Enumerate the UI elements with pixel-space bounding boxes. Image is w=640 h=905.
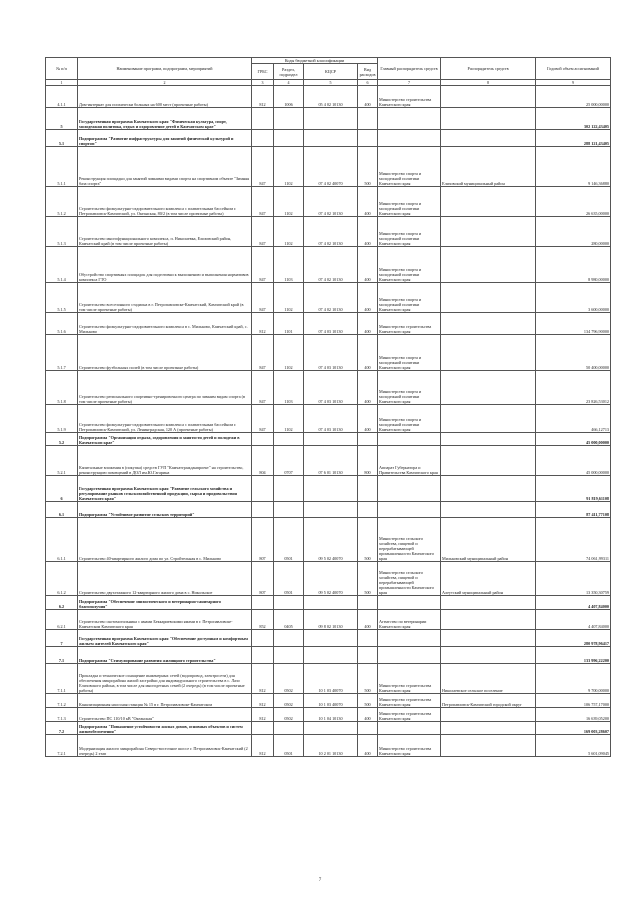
row-ktsr-cell: 07 4 02 40070 (304, 147, 358, 187)
row-recipient-cell (441, 446, 536, 476)
table-row (46, 86, 611, 108)
row-recipient-cell: Елизовский муниципальный район (441, 147, 536, 187)
row-total-cell: 280,00000 (536, 217, 611, 247)
row-name-cell: Подпрограмма "Развитие инфраструктуры для занятий физической культурой и спортом" (78, 130, 252, 147)
row-recipient-cell (441, 247, 536, 283)
row-grbs-cell: 804 (252, 446, 274, 476)
row-ktsr-cell (304, 433, 358, 446)
section-row (46, 433, 611, 446)
section-row (46, 647, 611, 664)
section-row (46, 476, 611, 502)
row-razdel-cell (274, 596, 304, 610)
row-total-cell: 133 996,22200 (536, 647, 611, 664)
row-number-cell: 5.2 (46, 433, 78, 446)
row-ktsr-cell: 10 1 04 10130 (304, 708, 358, 722)
row-recipient-cell (441, 217, 536, 247)
row-name-cell: Канализационная насосная станция № 15 в г. Петропавловске-Камчатском (78, 694, 252, 708)
row-recipient-cell (441, 647, 536, 664)
row-vr-cell (358, 647, 378, 664)
row-ktsr-cell: 10 1 03 40070 (304, 664, 358, 694)
col-header-total: Годовой объем ассигнований (536, 58, 611, 80)
row-main-manager-cell (378, 108, 441, 130)
row-name-cell: Строительство регионального спортивно-тренировочного центра по зимним видам спорта (в том числе проектные работы) (78, 371, 252, 405)
row-name-cell: Строительство ПС 110/10 кВ "Океанская" (78, 708, 252, 722)
row-total-cell: 169 003,28607 (536, 722, 611, 735)
index-cell: 3 (252, 80, 274, 86)
row-name-cell: Государственная программа Камчатского края "Физическая культура, спорт, молодежная политика, отдых и оздоровление детей в Камчатском крае" (78, 108, 252, 130)
row-name-cell: Подпрограмма "Устойчивое развитие сельских территорий" (78, 502, 252, 518)
table-row (46, 187, 611, 217)
row-name-cell: Строительство футбольных полей (в том числе проектные работы) (78, 335, 252, 371)
row-ktsr-cell: 07 4 02 10130 (304, 187, 358, 217)
row-grbs-cell: 852 (252, 610, 274, 630)
row-total-cell: 45 000,00000 (536, 433, 611, 446)
row-recipient-cell (441, 86, 536, 108)
row-name-cell: Подпрограмма "Повышение устойчивости жилых домов, основных объектов и систем жизнеобеспечения" (78, 722, 252, 735)
index-cell: 9 (536, 80, 611, 86)
row-total-cell: 9 700,00000 (536, 664, 611, 694)
table-row (46, 610, 611, 630)
row-total-cell: 4 407,84000 (536, 596, 611, 610)
budget-table (45, 57, 611, 757)
row-vr-cell: 500 (358, 147, 378, 187)
row-vr-cell: 400 (358, 313, 378, 335)
row-total-cell: 106 757,17000 (536, 694, 611, 708)
row-ktsr-cell: 07 4 02 10130 (304, 247, 358, 283)
row-name-cell: Модернизация жилого микрорайона Северо-восточное шоссе г. Петропавловск-Камчатский (2 очередь) 2 этап (78, 735, 252, 757)
row-number-cell: 7.2.1 (46, 735, 78, 757)
row-grbs-cell: 847 (252, 217, 274, 247)
row-number-cell: 5.1.9 (46, 405, 78, 433)
row-total-cell: 45 000,00000 (536, 446, 611, 476)
row-name-cell: Прокладка и техническое оснащение инженерных сетей (водопровод, электросети) для обеспечения микрорайона жилой застройки для индивидуального строительства в с. Лазо Елизовского района, в том числе для многодетных семей (2 очередь) (в том числе проектные работы) (78, 664, 252, 694)
row-recipient-cell (441, 476, 536, 502)
row-vr-cell: 400 (358, 247, 378, 283)
row-ktsr-cell: 07 4 03 10130 (304, 335, 358, 371)
row-name-cell: Строительство двухэтажного 12-квартирного жилого дома в с. Никольское (78, 562, 252, 596)
row-grbs-cell (252, 596, 274, 610)
row-main-manager-cell (378, 722, 441, 735)
row-grbs-cell: 812 (252, 694, 274, 708)
row-recipient-cell (441, 610, 536, 630)
row-razdel-cell: 0405 (274, 610, 304, 630)
section-row (46, 130, 611, 147)
row-number-cell: 5.1.3 (46, 217, 78, 247)
row-ktsr-cell: 05 4 02 10130 (304, 86, 358, 108)
row-name-cell: Строительство физкультурно-оздоровительного комплекса в с. Мильково, Камчатский край, с. Мильково (78, 313, 252, 335)
row-grbs-cell: 807 (252, 518, 274, 562)
row-name-cell: Подпрограмма "Организация отдыха, оздоровления и занятости детей и молодежи в Камчатском крае" (78, 433, 252, 446)
row-main-manager-cell (378, 596, 441, 610)
row-total-cell: 280 978,96417 (536, 630, 611, 647)
table-row (46, 147, 611, 187)
table-row (46, 694, 611, 708)
row-vr-cell: 800 (358, 446, 378, 476)
row-ktsr-cell: 07 6 01 10130 (304, 446, 358, 476)
row-name-cell: Капитальные вложения в (покупка) средств ГУП "Камчатгражданпроект" на строительство, реконструкцию помещений в ДОЛ им.Ю.Гагарина (78, 446, 252, 476)
index-cell: 7 (378, 80, 441, 86)
row-number-cell: 6.1 (46, 502, 78, 518)
table-row (46, 446, 611, 476)
row-razdel-cell: 0502 (274, 664, 304, 694)
row-vr-cell (358, 476, 378, 502)
col-header-razdel: Раздел, подраздел (274, 64, 304, 80)
row-main-manager-cell (378, 502, 441, 518)
row-number-cell: 5.1.5 (46, 283, 78, 313)
row-total-cell: 134 796,90000 (536, 313, 611, 335)
index-cell: 8 (441, 80, 536, 86)
row-total-cell: 26 635,00000 (536, 187, 611, 217)
col-header-recipient: Распорядитель средств (441, 58, 536, 80)
row-recipient-cell (441, 405, 536, 433)
row-vr-cell: 400 (358, 405, 378, 433)
row-ktsr-cell: 10 1 03 40070 (304, 694, 358, 708)
col-header-codes-group: Коды бюджетной классификации (252, 58, 378, 64)
row-grbs-cell: 807 (252, 562, 274, 596)
row-recipient-cell (441, 722, 536, 735)
row-grbs-cell: 812 (252, 735, 274, 757)
row-number-cell: 4.1.1 (46, 86, 78, 108)
row-name-cell: Строительство многофункционального комплекса, п. Николаевка, Елизовский район, Камчатский край (в том числе проектные работы) (78, 217, 252, 247)
row-number-cell: 7.2 (46, 722, 78, 735)
row-main-manager-cell: Министерство строительства Камчатского края (378, 313, 441, 335)
row-name-cell: Строительство физкультурно-оздоровительного комплекса с плавательным бассейном г. Петропавловск-Камчатский, ул. Ленинградская, 120 А (проектные работы) (78, 405, 252, 433)
row-razdel-cell (274, 108, 304, 130)
row-total-cell: 74 061,99311 (536, 518, 611, 562)
row-recipient-cell (441, 596, 536, 610)
row-number-cell: 5.1.1 (46, 147, 78, 187)
row-razdel-cell: 1103 (274, 247, 304, 283)
row-recipient-cell: Алеутский муниципальный район (441, 562, 536, 596)
col-header-name: Наименование программ, подпрограмм, мероприятий (78, 58, 252, 80)
row-razdel-cell: 1102 (274, 217, 304, 247)
row-number-cell: 5.1.4 (46, 247, 78, 283)
table-row (46, 518, 611, 562)
row-ktsr-cell (304, 647, 358, 664)
row-razdel-cell: 1102 (274, 283, 304, 313)
row-grbs-cell (252, 647, 274, 664)
table-row (46, 405, 611, 433)
row-grbs-cell: 847 (252, 405, 274, 433)
row-recipient-cell (441, 108, 536, 130)
row-razdel-cell (274, 647, 304, 664)
row-razdel-cell (274, 722, 304, 735)
row-main-manager-cell (378, 647, 441, 664)
row-name-cell: Строительство скотомогильника с ямами Беккариевскими ямами в г. Петропавловске-Камчатском Камчатского края (78, 610, 252, 630)
row-main-manager-cell (378, 130, 441, 147)
row-total-cell: 5 601,09045 (536, 735, 611, 757)
row-main-manager-cell: Аппарат Губернатора и Правительства Камчатского края (378, 446, 441, 476)
row-vr-cell: 500 (358, 518, 378, 562)
table-row (46, 247, 611, 283)
row-vr-cell: 400 (358, 283, 378, 313)
row-razdel-cell: 0501 (274, 562, 304, 596)
row-number-cell: 7.1.1 (46, 664, 78, 694)
row-razdel-cell: 1102 (274, 147, 304, 187)
row-main-manager-cell: Министерство спорта и молодежной политики Камчатского края (378, 187, 441, 217)
row-vr-cell: 400 (358, 217, 378, 247)
page-number: 7 (318, 878, 322, 883)
row-recipient-cell: Николаевское сельское поселение (441, 664, 536, 694)
row-recipient-cell (441, 502, 536, 518)
row-main-manager-cell: Министерство спорта и молодежной политики Камчатского края (378, 283, 441, 313)
row-grbs-cell: 847 (252, 371, 274, 405)
table-row (46, 664, 611, 694)
row-razdel-cell: 1102 (274, 335, 304, 371)
row-main-manager-cell: Министерство сельского хозяйства, пищевой и перерабатывающей промышленности Камчатского края (378, 562, 441, 596)
row-main-manager-cell: Министерство спорта и молодежной политики Камчатского края (378, 147, 441, 187)
row-main-manager-cell: Министерство строительства Камчатского края (378, 735, 441, 757)
row-recipient-cell: Петропавловск-Камчатский городской округ (441, 694, 536, 708)
row-ktsr-cell: 07 4 03 10130 (304, 371, 358, 405)
table-row (46, 562, 611, 596)
row-total-cell: 302 122,43405 (536, 108, 611, 130)
row-total-cell: 288 121,43405 (536, 130, 611, 147)
row-number-cell: 6 (46, 476, 78, 502)
row-razdel-cell: 0502 (274, 694, 304, 708)
row-vr-cell: 500 (358, 664, 378, 694)
row-total-cell: 16 639,05200 (536, 708, 611, 722)
table-row (46, 371, 611, 405)
index-cell: 6 (358, 80, 378, 86)
row-ktsr-cell (304, 130, 358, 147)
row-name-cell: Строительство всесезонного стадиона в г. Петропавловске-Камчатский, Камчатский край (в том числе проектные работы) (78, 283, 252, 313)
row-number-cell: 5.1 (46, 130, 78, 147)
row-vr-cell: 400 (358, 187, 378, 217)
row-razdel-cell: 1102 (274, 187, 304, 217)
row-number-cell: 6.2 (46, 596, 78, 610)
row-razdel-cell: 0501 (274, 518, 304, 562)
table-row (46, 708, 611, 722)
row-grbs-cell (252, 630, 274, 647)
row-vr-cell: 400 (358, 610, 378, 630)
row-main-manager-cell: Министерство строительства Камчатского края (378, 708, 441, 722)
row-recipient-cell (441, 283, 536, 313)
row-vr-cell (358, 722, 378, 735)
row-vr-cell: 400 (358, 708, 378, 722)
table-row (46, 283, 611, 313)
col-header-vr: Вид расходов (358, 64, 378, 80)
row-razdel-cell: 1006 (274, 86, 304, 108)
row-razdel-cell: 1103 (274, 371, 304, 405)
row-number-cell: 5.1.2 (46, 187, 78, 217)
index-cell: 2 (78, 80, 252, 86)
row-vr-cell: 500 (358, 562, 378, 596)
row-ktsr-cell: 09 5 02 40070 (304, 518, 358, 562)
row-total-cell: 8 980,00000 (536, 247, 611, 283)
row-name-cell: Государственная программа Камчатского края "Обеспечение доступным и комфортным жильем жителей Камчатского края" (78, 630, 252, 647)
table-row (46, 735, 611, 757)
row-number-cell: 5 (46, 108, 78, 130)
index-cell: 1 (46, 80, 78, 86)
row-main-manager-cell: Министерство сельского хозяйства, пищевой и перерабатывающей промышленности Камчатского края (378, 518, 441, 562)
row-grbs-cell: 847 (252, 147, 274, 187)
row-main-manager-cell: Агентство по ветеринарии Камчатского края (378, 610, 441, 630)
row-number-cell: 7.1 (46, 647, 78, 664)
row-name-cell: Подпрограмма "Стимулирование развития жилищного строительства" (78, 647, 252, 664)
row-ktsr-cell: 09 8 02 10130 (304, 610, 358, 630)
row-recipient-cell (441, 708, 536, 722)
row-main-manager-cell: Министерство спорта и молодежной политики Камчатского края (378, 405, 441, 433)
row-recipient-cell (441, 371, 536, 405)
row-razdel-cell: 0502 (274, 708, 304, 722)
row-main-manager-cell (378, 476, 441, 502)
row-razdel-cell (274, 502, 304, 518)
row-razdel-cell (274, 476, 304, 502)
row-ktsr-cell (304, 630, 358, 647)
index-cell: 5 (304, 80, 358, 86)
index-cell: 4 (274, 80, 304, 86)
row-grbs-cell: 847 (252, 283, 274, 313)
row-main-manager-cell: Министерство спорта и молодежной политики Камчатского края (378, 335, 441, 371)
row-grbs-cell: 812 (252, 86, 274, 108)
row-vr-cell: 400 (358, 335, 378, 371)
section-row (46, 502, 611, 518)
row-number-cell: 7.1.3 (46, 708, 78, 722)
row-grbs-cell (252, 502, 274, 518)
row-total-cell: 9 146,36880 (536, 147, 611, 187)
row-vr-cell: 400 (358, 371, 378, 405)
col-header-number: № п/п (46, 58, 78, 80)
row-number-cell: 7.1.2 (46, 694, 78, 708)
row-razdel-cell (274, 130, 304, 147)
row-main-manager-cell: Министерство спорта и молодежной политики Камчатского края (378, 217, 441, 247)
row-grbs-cell: 847 (252, 187, 274, 217)
row-total-cell: 25 000,00000 (536, 86, 611, 108)
row-razdel-cell (274, 433, 304, 446)
section-row (46, 108, 611, 130)
section-row (46, 630, 611, 647)
table-row (46, 313, 611, 335)
row-number-cell: 5.1.7 (46, 335, 78, 371)
row-recipient-cell: Мильковский муниципальный район (441, 518, 536, 562)
row-number-cell: 6.2.1 (46, 610, 78, 630)
row-main-manager-cell: Министерство строительства Камчатского края (378, 664, 441, 694)
col-header-main-manager: Главный распорядитель средств (378, 58, 441, 80)
row-grbs-cell (252, 108, 274, 130)
row-razdel-cell: 1101 (274, 313, 304, 335)
row-main-manager-cell: Министерство спорта и молодежной политики Камчатского края (378, 247, 441, 283)
row-vr-cell (358, 433, 378, 446)
row-recipient-cell (441, 433, 536, 446)
row-name-cell: Строительство 40-квартирного жилого дома по ул. Стройтельная в с. Мильково (78, 518, 252, 562)
section-row (46, 722, 611, 735)
section-row (46, 596, 611, 610)
row-name-cell: Государственная программа Камчатского края "Развитие сельского хозяйства и регулирование рынков сельскохозяйственной продукции, сырья и продовольствия Камчатского края" (78, 476, 252, 502)
row-razdel-cell: 1102 (274, 405, 304, 433)
row-number-cell: 5.1.6 (46, 313, 78, 335)
table-body (46, 86, 611, 757)
col-header-ktsr: КЦСР (304, 64, 358, 80)
row-main-manager-cell (378, 630, 441, 647)
row-vr-cell (358, 108, 378, 130)
row-vr-cell (358, 630, 378, 647)
col-header-grbs: ГРБС (252, 64, 274, 80)
row-grbs-cell: 812 (252, 313, 274, 335)
row-vr-cell: 500 (358, 694, 378, 708)
row-grbs-cell: 847 (252, 247, 274, 283)
table-row (46, 217, 611, 247)
row-total-cell: 466,12713 (536, 405, 611, 433)
row-vr-cell: 400 (358, 735, 378, 757)
row-grbs-cell: 812 (252, 664, 274, 694)
row-number-cell: 5.2.1 (46, 446, 78, 476)
row-grbs-cell (252, 130, 274, 147)
row-name-cell: Строительство физкультурно-оздоровительного комплекса с плавательным бассейном г. Петропавловск-Камчатский, ул. Океанская, 80/2 (в том числе проектные работы) (78, 187, 252, 217)
row-main-manager-cell (378, 433, 441, 446)
table-row (46, 335, 611, 371)
row-ktsr-cell: 10 2 01 10130 (304, 735, 358, 757)
row-razdel-cell: 0707 (274, 446, 304, 476)
row-ktsr-cell (304, 108, 358, 130)
row-name-cell: Подпрограмма "Обеспечение эпизоотического и ветеринарно-санитарного благополучия" (78, 596, 252, 610)
row-vr-cell (358, 596, 378, 610)
row-ktsr-cell: 07 4 03 10130 (304, 313, 358, 335)
row-total-cell: 91 819,61108 (536, 476, 611, 502)
row-vr-cell (358, 130, 378, 147)
row-number-cell: 5.1.8 (46, 371, 78, 405)
row-number-cell: 7 (46, 630, 78, 647)
row-recipient-cell (441, 735, 536, 757)
row-recipient-cell (441, 313, 536, 335)
row-main-manager-cell: Министерство спорта и молодежной политики Камчатского края (378, 371, 441, 405)
row-total-cell: 3 600,00000 (536, 283, 611, 313)
row-main-manager-cell: Министерство строительства Камчатского края (378, 86, 441, 108)
row-ktsr-cell: 07 4 02 10130 (304, 283, 358, 313)
row-total-cell: 4 407,84000 (536, 610, 611, 630)
row-razdel-cell (274, 630, 304, 647)
row-ktsr-cell (304, 476, 358, 502)
row-ktsr-cell (304, 502, 358, 518)
row-grbs-cell (252, 722, 274, 735)
row-vr-cell: 400 (358, 86, 378, 108)
row-ktsr-cell: 09 5 02 40070 (304, 562, 358, 596)
row-name-cell: Обустройство спортивных площадок для подготовки к выполнению и выполнения нормативов комплекса ГТО (78, 247, 252, 283)
row-recipient-cell (441, 335, 536, 371)
row-razdel-cell: 0501 (274, 735, 304, 757)
row-ktsr-cell: 07 4 02 10130 (304, 217, 358, 247)
row-grbs-cell (252, 433, 274, 446)
row-name-cell: Дом-интернат для психически больных на 600 мест (проектные работы) (78, 86, 252, 108)
row-ktsr-cell (304, 722, 358, 735)
row-grbs-cell: 812 (252, 708, 274, 722)
row-recipient-cell (441, 630, 536, 647)
row-ktsr-cell: 07 4 03 10130 (304, 405, 358, 433)
row-recipient-cell (441, 187, 536, 217)
row-grbs-cell: 847 (252, 335, 274, 371)
row-grbs-cell (252, 476, 274, 502)
row-name-cell: Реконструкция площадки для занятий зимними видами спорта на спортивном объекте "Зимняя база спорта" (78, 147, 252, 187)
row-ktsr-cell (304, 596, 358, 610)
row-vr-cell (358, 502, 378, 518)
row-number-cell: 6.1.2 (46, 562, 78, 596)
row-number-cell: 6.1.1 (46, 518, 78, 562)
row-total-cell: 23 826,53012 (536, 371, 611, 405)
row-recipient-cell (441, 130, 536, 147)
row-main-manager-cell: Министерство строительства Камчатского края (378, 694, 441, 708)
row-total-cell: 13 350,30759 (536, 562, 611, 596)
row-total-cell: 87 411,77108 (536, 502, 611, 518)
row-total-cell: 50 400,00000 (536, 335, 611, 371)
